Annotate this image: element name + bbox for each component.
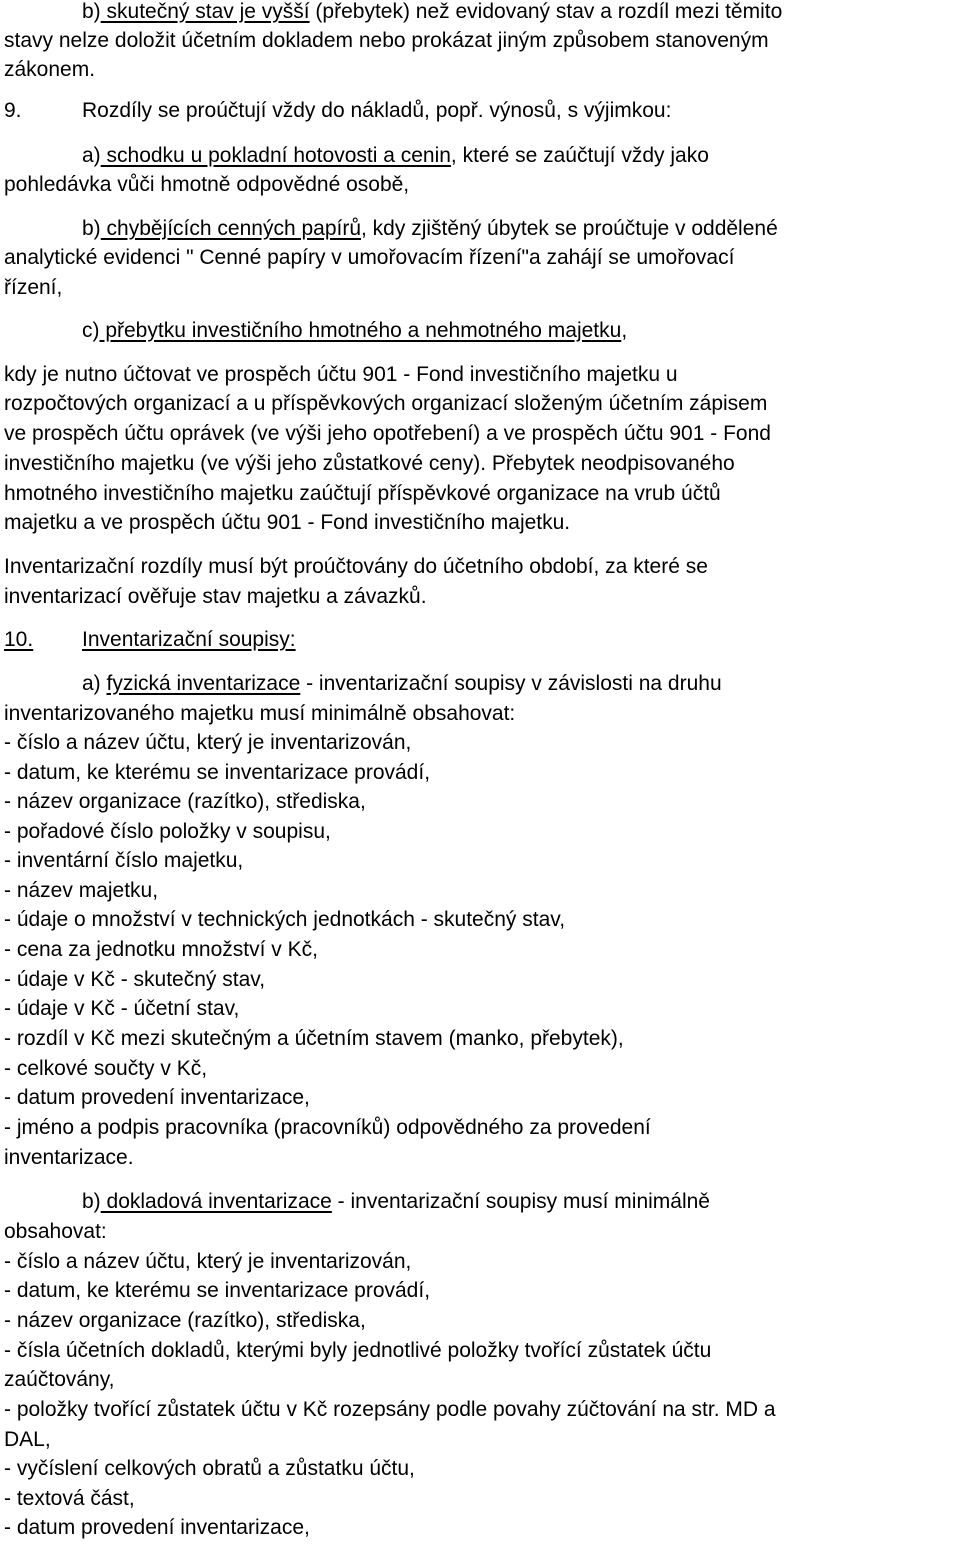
sec10-b-underlined: dokladová inventarizace [100, 1190, 332, 1213]
sec9-b-line3: řízení, [4, 276, 63, 299]
list-item: - název organizace (razítko), střediska, [4, 790, 366, 813]
sec10-a-prefix: a) [82, 672, 107, 695]
sec9-c-underlined: přebytku investičního hmotného a nehmotného majetku [99, 319, 622, 342]
sec9-b-underlined: chybějících cenných papírů [100, 217, 362, 240]
sec9-q2: inventarizací ověřuje stav majetku a závazků. [4, 585, 427, 608]
sec8b-underlined: skutečný stav je vyšší [100, 0, 310, 23]
sec9-number: 9. [4, 99, 22, 122]
sec10-b-rest: - inventarizační soupisy musí minimálně [331, 1190, 710, 1213]
sec10-b-line1 [82, 1189, 710, 1215]
sec9-a-line2: pohledávka vůči hmotně odpovědné osobě, [4, 173, 410, 196]
sec9-a-underlined: schodku u pokladní hotovosti a cenin [100, 144, 451, 167]
list-item: DAL, [4, 1428, 51, 1451]
sec10-a-underlined: fyzická inventarizace [106, 672, 301, 695]
list-item: - pořadové číslo položky v soupisu, [4, 820, 331, 843]
sec8b-prefix: b) [82, 0, 101, 23]
sec10-heading [4, 627, 296, 653]
list-item: - cena za jednotku množství v Kč, [4, 938, 318, 961]
sec9-c-prefix: c) [82, 319, 100, 342]
list-item: - jméno a podpis pracovníka (pracovníků) odpovědného za provedení [4, 1116, 651, 1139]
list-item: - datum provedení inventarizace, [4, 1516, 310, 1539]
list-item: - položky tvořící zůstatek účtu v Kč rozepsány podle povahy zúčtování na str. MD a [4, 1398, 776, 1421]
list-item: - název organizace (razítko), střediska, [4, 1309, 366, 1332]
sec9-p6: majetku a ve prospěch účtu 901 - Fond investičního majetku. [4, 511, 571, 534]
sec10-title: Inventarizační soupisy: [82, 628, 296, 651]
sec9-p3: ve prospěch účtu oprávek (ve výši jeho opotřebení) a ve prospěch účtu 901 - Fond [4, 422, 771, 445]
sec9-b-prefix: b) [82, 217, 101, 240]
list-item: - číslo a název účtu, který je inventarizován, [4, 1250, 412, 1273]
list-item: - údaje o množství v technických jednotkách - skutečný stav, [4, 908, 566, 931]
sec8b-line1 [82, 0, 782, 25]
list-item: inventarizace. [4, 1146, 134, 1169]
list-item: - inventární číslo majetku, [4, 849, 244, 872]
sec10-a-line1 [82, 671, 722, 697]
list-item: - rozdíl v Kč mezi skutečným a účetním stavem (manko, přebytek), [4, 1027, 624, 1050]
sec8b-line3: zákonem. [4, 58, 96, 81]
sec9-b-line2: analytické evidenci " Cenné papíry v umořovacím řízení"a zahájí se umořovací [4, 246, 735, 269]
list-item: zaúčtovány, [4, 1368, 115, 1391]
sec9-c-line1 [82, 318, 627, 344]
sec9-p1: kdy je nutno účtovat ve prospěch účtu 901 - Fond investičního majetku u [4, 363, 678, 386]
sec8b-line2: stavy nelze doložit účetním dokladem nebo prokázat jiným způsobem stanoveným [4, 29, 769, 52]
sec9-a-prefix: a) [82, 144, 101, 167]
sec10-a-line2: inventarizovaného majetku musí minimálně obsahovat: [4, 702, 516, 725]
list-item: - datum, ke kterému se inventarizace provádí, [4, 761, 431, 784]
sec10-b-line2: obsahovat: [4, 1220, 107, 1243]
list-item: - textová část, [4, 1487, 135, 1510]
sec10-number: 10. [4, 628, 34, 651]
list-item: - údaje v Kč - skutečný stav, [4, 968, 266, 991]
sec9-p4: investičního majetku (ve výši jeho zůstatkové ceny). Přebytek neodpisovaného [4, 452, 735, 475]
list-item: - datum provedení inventarizace, [4, 1086, 310, 1109]
list-item: - vyčíslení celkových obratů a zůstatku účtu, [4, 1457, 415, 1480]
sec9-p2: rozpočtových organizací a u příspěvkových organizací složeným účetním zápisem [4, 392, 768, 415]
list-item: - celkové součty v Kč, [4, 1057, 208, 1080]
sec9-b-line1 [82, 216, 778, 242]
sec9-p5: hmotného investičního majetku zaúčtují příspěvkové organizace na vrub účtů [4, 482, 721, 505]
list-item: - čísla účetních dokladů, kterými byly jednotlivé položky tvořící zůstatek účtu [4, 1339, 712, 1362]
sec8b-rest: (přebytek) než evidovaný stav a rozdíl mezi těmito [309, 0, 783, 23]
list-item: - údaje v Kč - účetní stav, [4, 997, 240, 1020]
list-item: - datum, ke kterému se inventarizace provádí, [4, 1279, 431, 1302]
sec9-b-rest: , kdy zjištěný úbytek se proúčtuje v oddělené [361, 217, 778, 240]
list-item: - číslo a název účtu, který je inventarizován, [4, 731, 412, 754]
sec9-line1: Rozdíly se proúčtují vždy do nákladů, popř. výnosů, s výjimkou: [82, 99, 672, 122]
sec9-c-rest: , [621, 319, 628, 342]
sec9-q1: Inventarizační rozdíly musí být proúčtovány do účetního období, za které se [4, 555, 708, 578]
sec10-b-prefix: b) [82, 1190, 101, 1213]
sec10-a-rest: - inventarizační soupisy v závislosti na druhu [300, 672, 722, 695]
sec9-a-rest: , které se zaúčtují vždy jako [450, 144, 709, 167]
list-item: - název majetku, [4, 879, 159, 902]
sec9-a-line1 [82, 143, 709, 169]
